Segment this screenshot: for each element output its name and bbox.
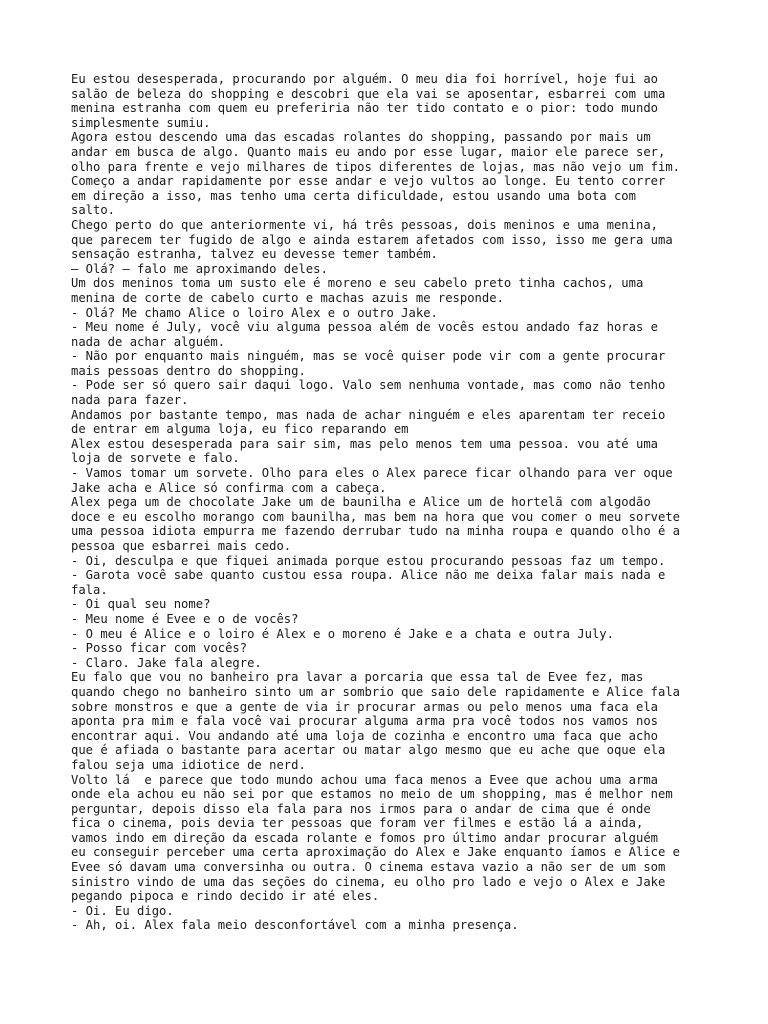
text-line: Alex estou desesperada para sair sim, mas pelo menos tem uma pessoa. vou até uma [71,436,658,451]
text-line: eu conseguir perceber uma certa aproximação do Alex e Jake enquanto íamos e Alice e [71,845,681,860]
text-line: que é afiada o bastante para acertar ou matar algo mesmo que eu ache que oque ela [71,743,666,758]
text-line: sinistro vindo de uma das seções do cinema, eu olho pro lado e vejo o Alex e Jake [71,874,666,889]
text-line: - Ah, oi. Alex fala meio desconfortável com a minha presença. [71,918,519,933]
text-line: - Oi, desculpa e que fiquei animada porque estou procurando pessoas faz um tempo. [71,553,666,568]
text-line: perguntar, depois disso ela fala para nos irmos para o andar de cima que é onde [71,801,651,816]
text-line: de entrar em alguma loja, eu fico reparando em [71,422,409,437]
text-line: menina de corte de cabelo curto e machas azuis me responde. [71,290,504,305]
text-line: loja de sorvete e falo. [71,451,240,466]
text-line: vamos indo em direção da escada rolante e fomos pro último andar procurar alguém [71,830,658,845]
text-line: pegando pipoca e rindo decido ir até eles. [71,889,380,904]
text-line: - Pode ser só quero sair daqui logo. Valo sem nenhuma vontade, mas como não tenho [71,378,666,393]
text-line: simplesmente sumiu. [71,115,211,130]
text-line: mais pessoas dentro do shopping. [71,363,306,378]
text-line: uma pessoa idiota empurra me fazendo derrubar tudo na minha roupa e quando olho é a [71,524,681,539]
text-line: - Meu nome é Evee e o de vocês? [71,611,299,626]
text-line: Eu estou desesperada, procurando por alguém. O meu dia foi horrível, hoje fui ao [71,72,658,86]
text-line: encontrar aqui. Vou andando até uma loja de cozinha e encontro uma faca que acho [71,728,658,743]
text-line: aponta pra mim e fala você vai procurar alguma arma pra você todos nos vamos nos [71,714,658,729]
text-line: Começo a andar rapidamente por esse andar e vejo vultos ao longe. Eu tento correr [71,174,666,189]
text-line: andar em busca de algo. Quanto mais eu ando por esse lugar, maior ele parece ser, [71,144,666,159]
text-line: Chego perto do que anteriormente vi, há três pessoas, dois meninos e uma menina, [71,217,658,232]
text-line: olho para frente e vejo milhares de tipos diferentes de lojas, mas não vejo um fim. [71,159,681,174]
text-line: salão de beleza do shopping e descobri que ela vai se aposentar, esbarrei com uma [71,86,666,101]
text-line: - Meu nome é July, você viu alguma pessoa além de vocês estou andado faz horas e [71,320,658,335]
text-line: Volto lá e parece que todo mundo achou uma faca menos a Evee que achou uma arma [71,772,658,787]
text-line: doce e eu escolho morango com baunilha, mas bem na hora que vou comer o meu sorvete [71,509,681,524]
text-line: Andamos por bastante tempo, mas nada de achar ninguém e eles aparentam ter receio [71,407,666,422]
text-line: em direção a isso, mas tenho uma certa dificuldade, estou usando uma bota com [71,188,636,203]
text-line: quando chego no banheiro sinto um ar sombrio que saio dele rapidamente e Alice fala [71,684,681,699]
text-line: nada para fazer. [71,393,189,408]
text-line: - Olá? Me chamo Alice o loiro Alex e o outro Jake. [71,305,438,320]
text-line: sobre monstros e que a gente de via ir procurar armas ou pelo menos uma faca ela [71,699,658,714]
text-line: falou seja uma idiotice de nerd. [71,757,306,772]
text-line: nada de achar alguém. [71,334,226,349]
text-line: - Posso ficar com vocês? [71,641,248,656]
text-line: Eu falo que vou no banheiro pra lavar a porcaria que essa tal de Evee fez, mas [71,670,644,685]
text-line: - Oi. Eu digo. [71,903,174,918]
text-line: que parecem ter fugido de algo e ainda estarem afetados com isso, isso me gera uma [71,232,673,247]
text-line: pessoa que esbarrei mais cedo. [71,539,292,553]
text-line: - Oi qual seu nome? [71,597,211,612]
text-line: — Olá? – falo me aproximando deles. [71,261,328,276]
text-line: - O meu é Alice e o loiro é Alex e o moreno é Jake e a chata e outra July. [71,626,614,641]
text-line: Agora estou descendo uma das escadas rolantes do shopping, passando por mais um [71,130,651,145]
text-line: sensação estranha, talvez eu devesse temer também. [71,247,438,262]
text-line: Jake acha e Alice só confirma com a cabeça. [71,480,387,495]
text-line: - Vamos tomar um sorvete. Olho para eles o Alex parece ficar olhando para ver oque [71,466,673,481]
document-page [71,72,711,933]
text-line: - Garota você sabe quanto custou essa roupa. Alice não me deixa falar mais nada e [71,568,666,583]
text-line: Evee só davam uma conversinha ou outra. O cinema estava vazio a não ser de um som [71,860,666,875]
text-line: fica o cinema, pois devia ter pessoas que foram ver filmes e estão lá a ainda, [71,816,644,831]
text-line: onde ela achou eu não sei por que estamos no meio de um shopping, mas é melhor nem [71,787,673,802]
text-line: - Claro. Jake fala alegre. [71,655,262,670]
text-line: fala. [71,582,108,597]
text-line: Alex pega um de chocolate Jake um de baunilha e Alice um de hortelã com algodão [71,495,651,510]
text-line: - Não por enquanto mais ninguém, mas se você quiser pode vir com a gente procurar [71,349,666,364]
text-line: Um dos meninos toma um susto ele é moreno e seu cabelo preto tinha cachos, uma [71,276,644,291]
text-line: menina estranha com quem eu preferiria não ter tido contato e o pior: todo mundo [71,101,658,116]
text-line: salto. [71,203,116,218]
